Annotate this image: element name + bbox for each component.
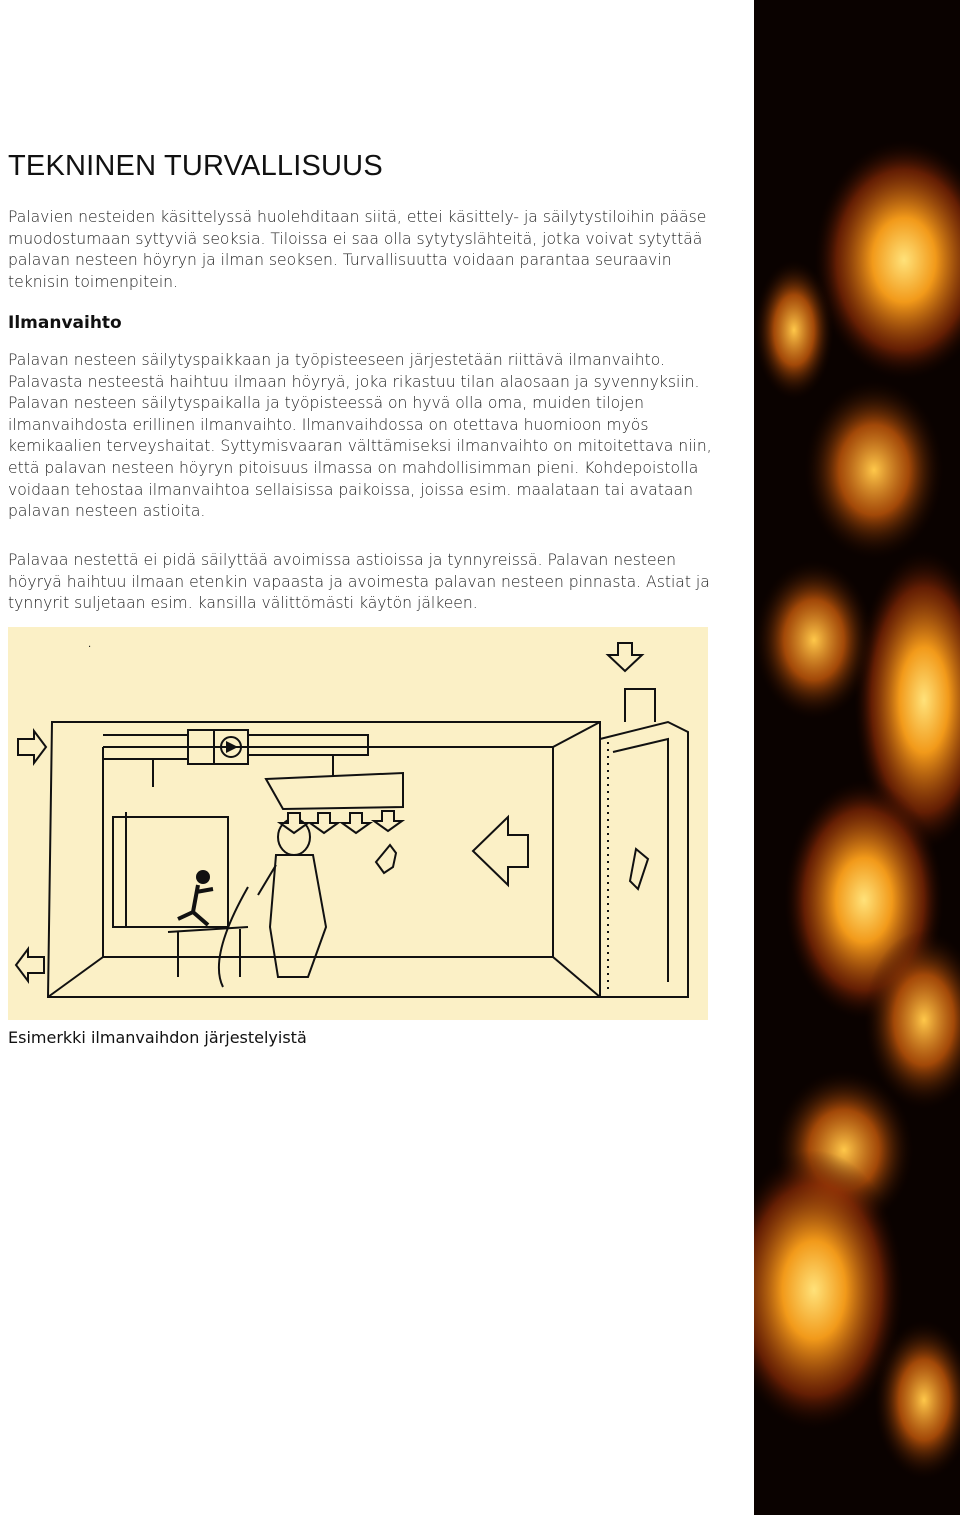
ventilation-diagram: [8, 627, 708, 1020]
flame-image: [754, 0, 960, 1515]
figure-caption: Esimerkki ilmanvaihdon järjestelyistä: [8, 1028, 307, 1047]
intro-paragraph: Palavien nesteiden käsittelyssä huolehditaan siitä, ettei käsittely- ja säilytystiloihin pääse muodostumaan syttyviä seoksia. Tiloissa ei saa olla sytytyslähteitä, jotka voivat sytyttää palavan nesteen höyryn ja ilman seoksen. Turvallisuutta voidaan parantaa seuraavin teknisin toimenpitein.: [8, 208, 707, 291]
ventilation-illustration: [8, 627, 708, 1020]
storage-paragraph: Palavaa nestettä ei pidä säilyttää avoimissa astioissa ja tynnyreissä. Palavan nesteen höyryä haihtuu ilmaan etenkin vapaasta ja avoimesta palavan nesteen pinnasta. Astiat ja tynnyrit suljetaan esim. kansilla välittömästi käytön jälkeen.: [8, 551, 710, 613]
flame-photo: [754, 0, 960, 1515]
ventilation-paragraph: Palavan nesteen säilytyspaikkaan ja työpisteeseen järjestetään riittävä ilmanvaihto. Palavasta nesteestä haihtuu ilmaan höyryä, joka rikastuu tilan alaosaan ja syvennyksiin. Palavan nesteen säilytyspaikalla ja työpisteessä on hyvä olla oma, muiden tilojen ilmanvaihdosta erillinen ilmanvaihto. Ilmanvaihdossa on otettava huomioon myös kemikaalien terveyshaitat. Syttymisvaaran välttämiseksi ilmanvaihto on mitoitettava niin, että palavan nesteen höyryn pitoisuus ilmassa on mahdollisimman pieni. Kohdepoistolla voidaan tehostaa ilmanvaihtoa sellaisissa paikoissa, joissa esim. maalataan tai avataan palavan nesteen astioita.: [8, 351, 712, 521]
section-heading: Ilmanvaihto: [8, 313, 122, 333]
page-title: TEKNINEN TURVALLISUUS: [8, 150, 383, 182]
svg-text:.: .: [88, 639, 92, 650]
